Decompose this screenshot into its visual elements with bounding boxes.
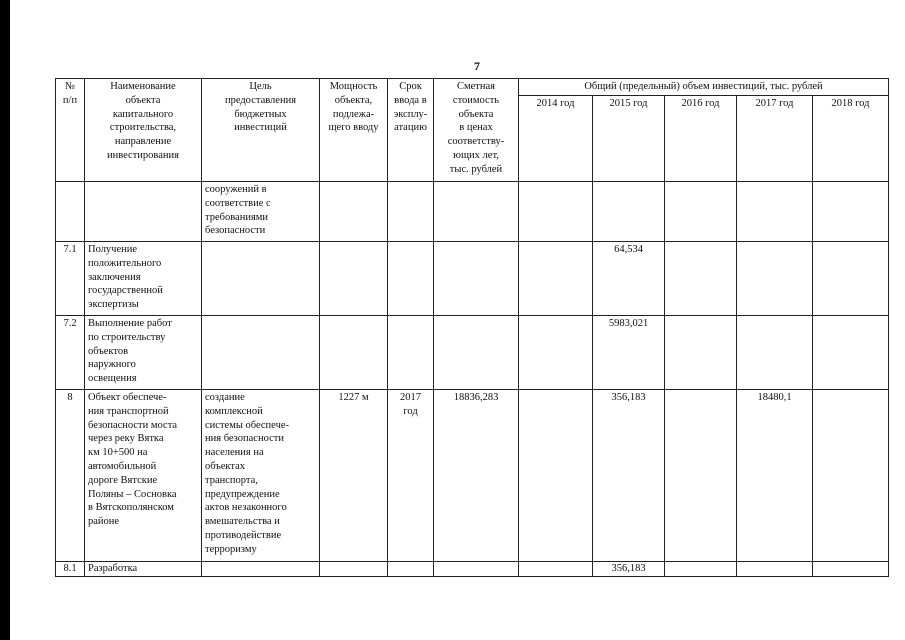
cell-2017 [737, 182, 813, 242]
header-year-2014: 2014 год [519, 96, 593, 182]
cell-2014 [519, 182, 593, 242]
cell-term [388, 316, 434, 390]
cell-2018 [813, 242, 889, 316]
cell-name: Разработка [85, 562, 202, 577]
cell-num: 8.1 [56, 562, 85, 577]
cell-capacity: 1227 м [320, 390, 388, 562]
cell-capacity [320, 316, 388, 390]
header-cost: Сметная стоимость объекта в ценах соответству- ющих лет, тыс. рублей [434, 79, 519, 182]
cell-capacity [320, 562, 388, 577]
cell-goal: создание комплексной системы обеспече- ния безопасности населения на объектах транспорта, предупреждение актов незаконного вмешательства и противодействие терроризму [202, 390, 320, 562]
cell-name [85, 182, 202, 242]
cell-cost [434, 182, 519, 242]
cell-term [388, 182, 434, 242]
cell-capacity [320, 182, 388, 242]
header-num: № п/п [56, 79, 85, 182]
cell-2017 [737, 316, 813, 390]
cell-term [388, 562, 434, 577]
cell-2016 [665, 182, 737, 242]
cell-2014 [519, 390, 593, 562]
header-name: Наименование объекта капитального строительства, направление инвестирования [85, 79, 202, 182]
cell-2018 [813, 182, 889, 242]
cell-term [388, 242, 434, 316]
cell-2015 [593, 182, 665, 242]
cell-2017 [737, 242, 813, 316]
cell-goal: сооружений в соответствие с требованиями безопасности [202, 182, 320, 242]
cell-cost [434, 316, 519, 390]
cell-goal [202, 242, 320, 316]
header-goal: Цель предоставления бюджетных инвестиций [202, 79, 320, 182]
investment-table [55, 78, 889, 577]
cell-2017: 18480,1 [737, 390, 813, 562]
header-total-investment: Общий (предельный) объем инвестиций, тыс. рублей [519, 79, 889, 96]
cell-2018 [813, 562, 889, 577]
cell-num: 8 [56, 390, 85, 562]
page-number: 7 [474, 59, 480, 73]
cell-2014 [519, 242, 593, 316]
cell-name: Объект обеспече- ния транспортной безопасности моста через реку Вятка км 10+500 на автомобильной дороге Вятские Поляны – Сосновка в Вятскополянском районе [85, 390, 202, 562]
cell-2015: 356,183 [593, 390, 665, 562]
cell-capacity [320, 242, 388, 316]
table-row [56, 182, 889, 242]
cell-term: 2017 год [388, 390, 434, 562]
header-row-1 [56, 79, 889, 96]
cell-2016 [665, 242, 737, 316]
cell-name: Получение положительного заключения государственной экспертизы [85, 242, 202, 316]
cell-2018 [813, 316, 889, 390]
table-row [56, 390, 889, 562]
cell-2016 [665, 562, 737, 577]
cell-cost: 18836,283 [434, 390, 519, 562]
header-year-2018: 2018 год [813, 96, 889, 182]
cell-2015: 356,183 [593, 562, 665, 577]
cell-2014 [519, 316, 593, 390]
cell-name: Выполнение работ по строительству объектов наружного освещения [85, 316, 202, 390]
scan-edge-bar [0, 0, 10, 640]
table-row [56, 316, 889, 390]
header-capacity: Мощность объекта, подлежа- щего вводу [320, 79, 388, 182]
cell-2015: 5983,021 [593, 316, 665, 390]
header-term: Срок ввода в эксплу- атацию [388, 79, 434, 182]
header-year-2015: 2015 год [593, 96, 665, 182]
table-row [56, 242, 889, 316]
header-year-2016: 2016 год [665, 96, 737, 182]
cell-2014 [519, 562, 593, 577]
cell-goal [202, 316, 320, 390]
cell-num [56, 182, 85, 242]
cell-num: 7.2 [56, 316, 85, 390]
cell-num: 7.1 [56, 242, 85, 316]
header-year-2017: 2017 год [737, 96, 813, 182]
cell-2016 [665, 316, 737, 390]
cell-cost [434, 242, 519, 316]
table-row [56, 562, 889, 577]
cell-2017 [737, 562, 813, 577]
cell-2018 [813, 390, 889, 562]
cell-goal [202, 562, 320, 577]
cell-cost [434, 562, 519, 577]
cell-2015: 64,534 [593, 242, 665, 316]
cell-2016 [665, 390, 737, 562]
